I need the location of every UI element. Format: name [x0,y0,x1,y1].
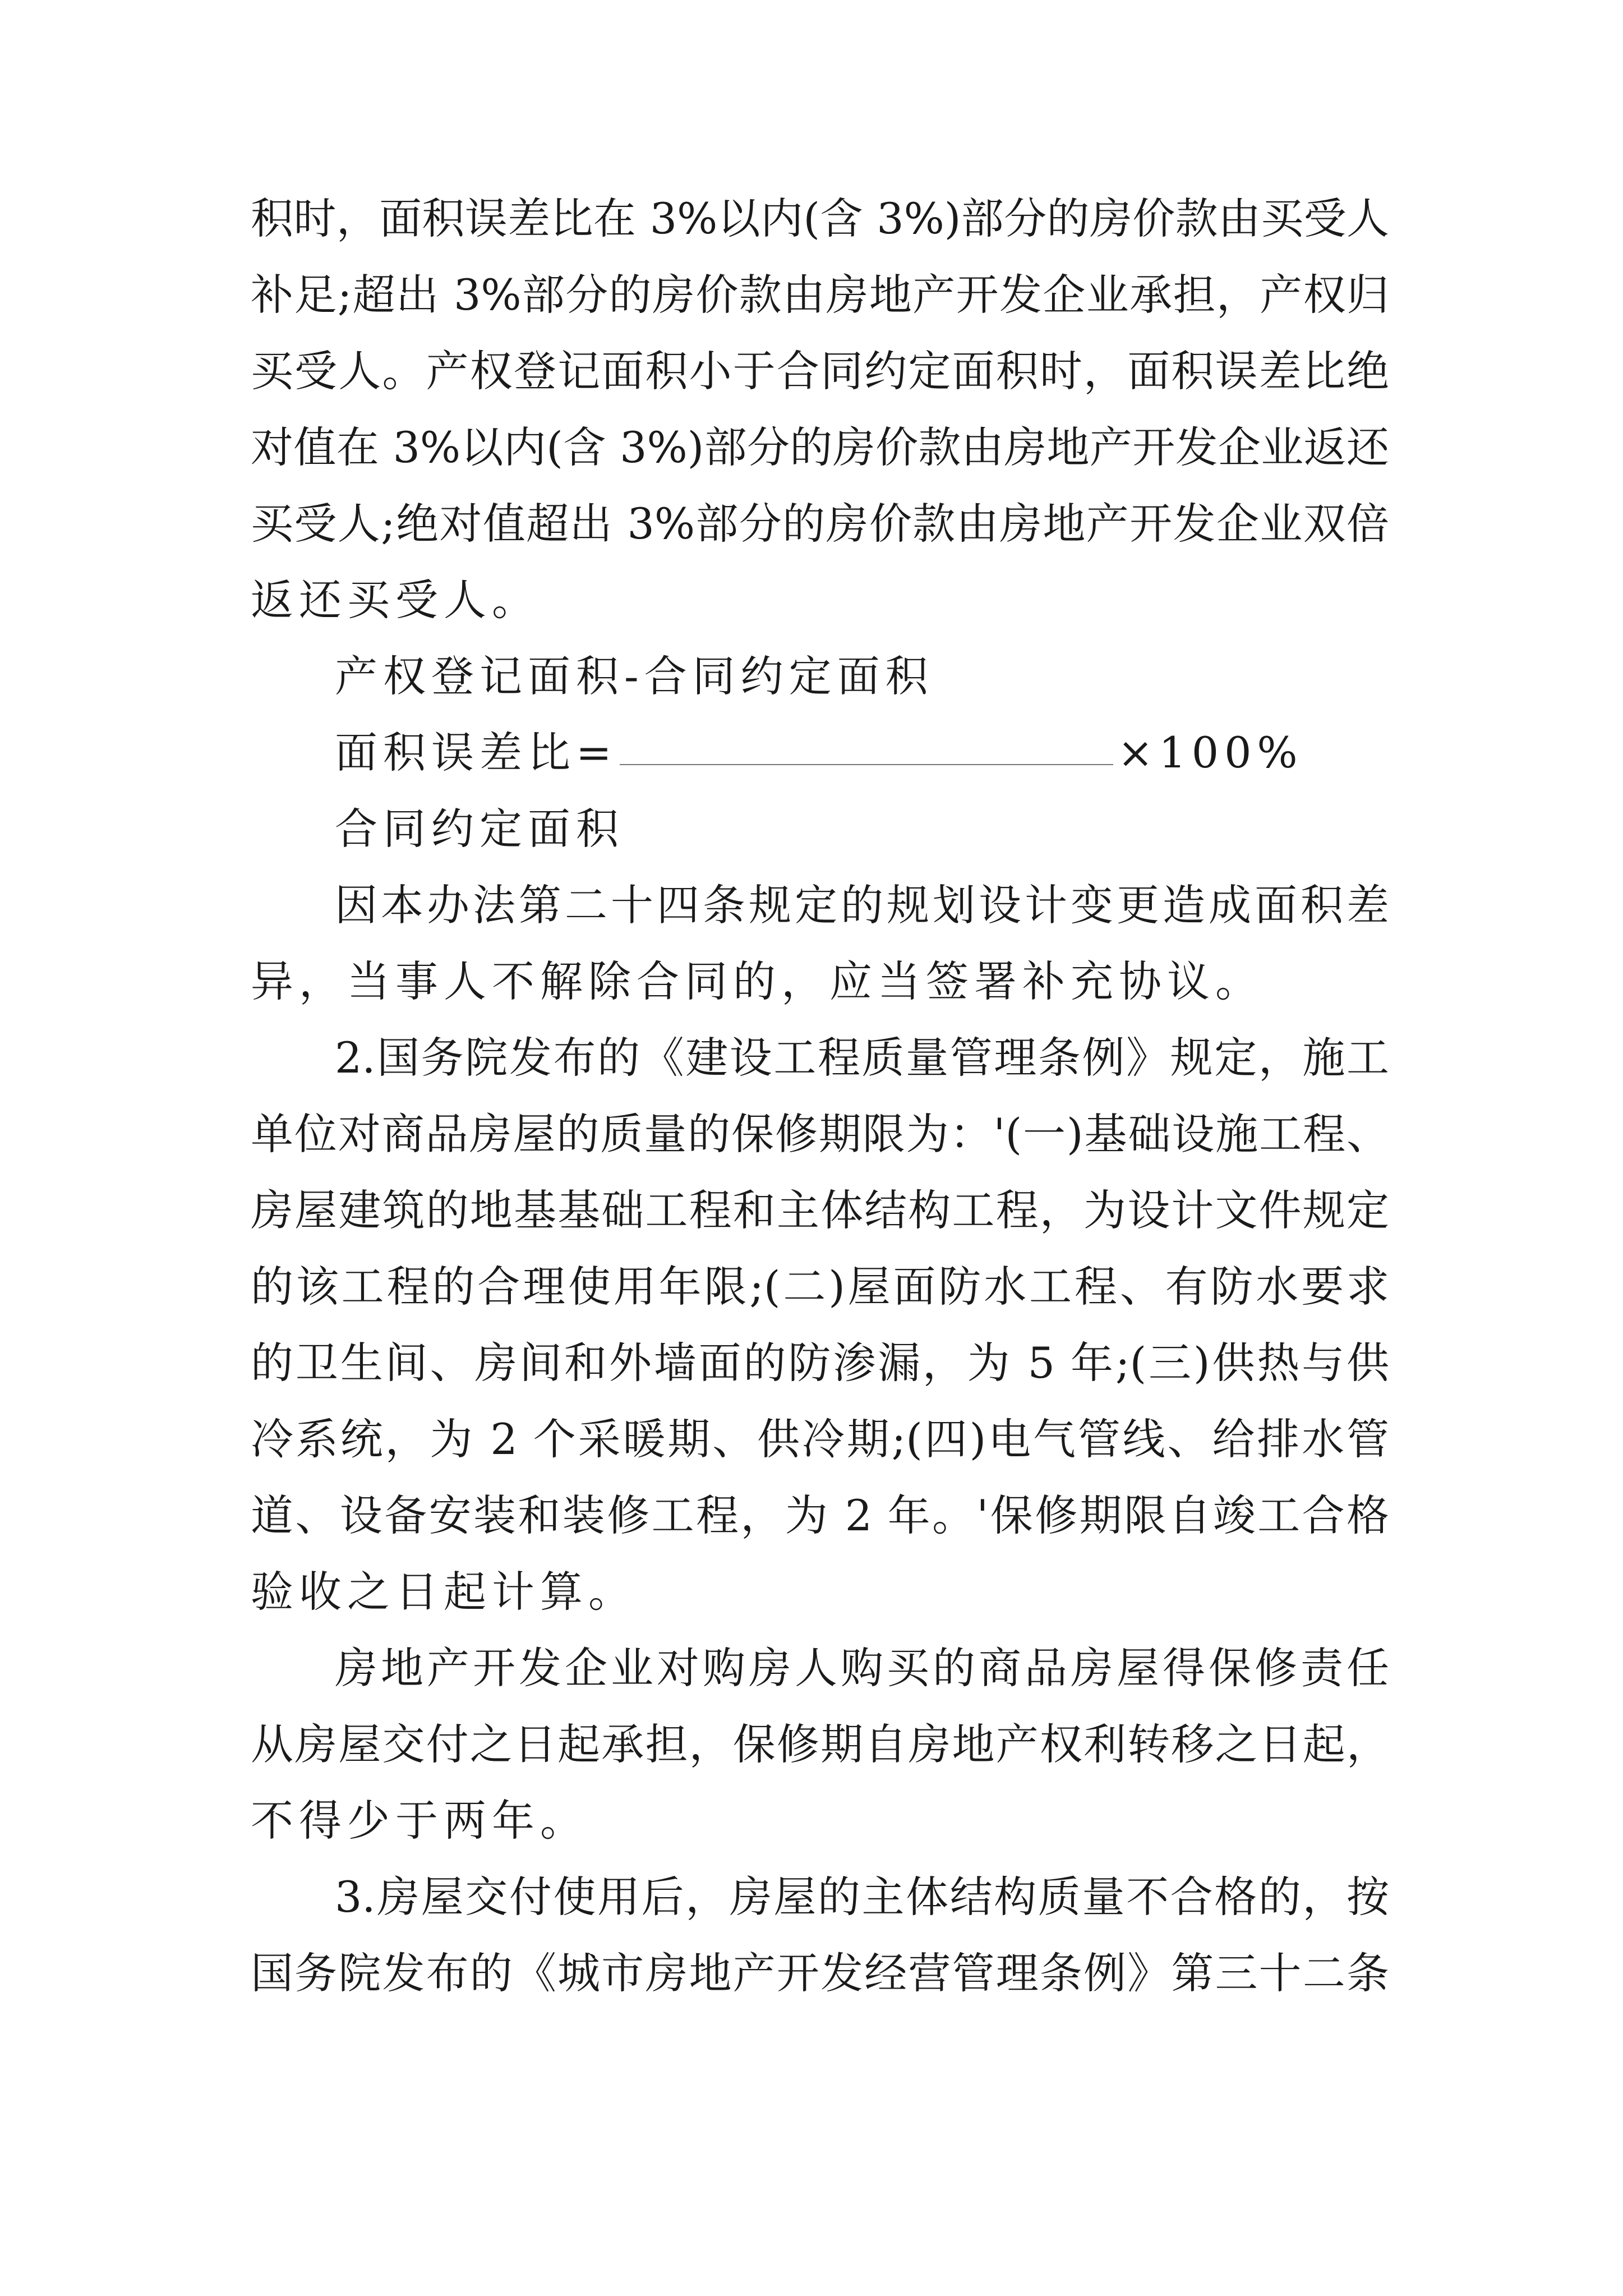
text-line: 买受人;绝对值超出 3%部分的房价款由房地产开发企业双倍 [251,499,1389,549]
text-line: 房地产开发企业对购房人购买的商品房屋得保修责任 [335,1643,1389,1693]
text-line: 国务院发布的《城市房地产开发经营管理条例》第三十二条 [251,1948,1389,1998]
text-line: 因本办法第二十四条规定的规划设计变更造成面积差 [335,880,1389,930]
text-line: 不得少于两年。 [251,1796,588,1846]
formula-rhs: ×100% [1117,728,1303,777]
text-line: 单位对商品房屋的质量的保修期限为：'(一)基础设施工程、 [251,1109,1389,1159]
text-line: 补足;超出 3%部分的房价款由房地产开发企业承担，产权归 [251,270,1389,320]
fraction-bar [620,763,1113,765]
text-line: 验收之日起计算。 [251,1567,637,1617]
text-line: 从房屋交付之日起承担，保修期自房地产权利转移之日起， [251,1719,1389,1769]
text-line: 道、设备安装和装修工程，为 2 年。'保修期限自竣工合格 [251,1490,1389,1540]
text-line: 返还买受人。 [251,575,540,625]
formula-row [335,725,1303,781]
text-line: 的卫生间、房间和外墙面的防渗漏，为 5 年;(三)供热与供 [251,1338,1389,1388]
formula-denominator: 合同约定面积 [335,804,624,854]
text-line: 对值在 3%以内(含 3%)部分的房价款由房地产开发企业返还 [251,422,1389,472]
text-line: 3.房屋交付使用后，房屋的主体结构质量不合格的，按 [335,1872,1389,1922]
text-line: 买受人。产权登记面积小于合同约定面积时，面积误差比绝 [251,346,1389,396]
text-line: 积时，面积误差比在 3%以内(含 3%)部分的房价款由买受人 [251,194,1389,243]
formula-lhs: 面积误差比= [335,728,617,777]
text-line: 2.国务院发布的《建设工程质量管理条例》规定，施工 [335,1033,1389,1083]
text-line: 的该工程的合理使用年限;(二)屋面防水工程、有防水要求 [251,1262,1389,1312]
text-line: 房屋建筑的地基基础工程和主体结构工程，为设计文件规定 [251,1185,1389,1235]
formula-numerator: 产权登记面积-合同约定面积 [335,651,934,701]
text-line: 异，当事人不解除合同的，应当签署补充协议。 [251,956,1264,1006]
text-line: 冷系统，为 2 个采暖期、供冷期;(四)电气管线、给排水管 [251,1414,1389,1464]
